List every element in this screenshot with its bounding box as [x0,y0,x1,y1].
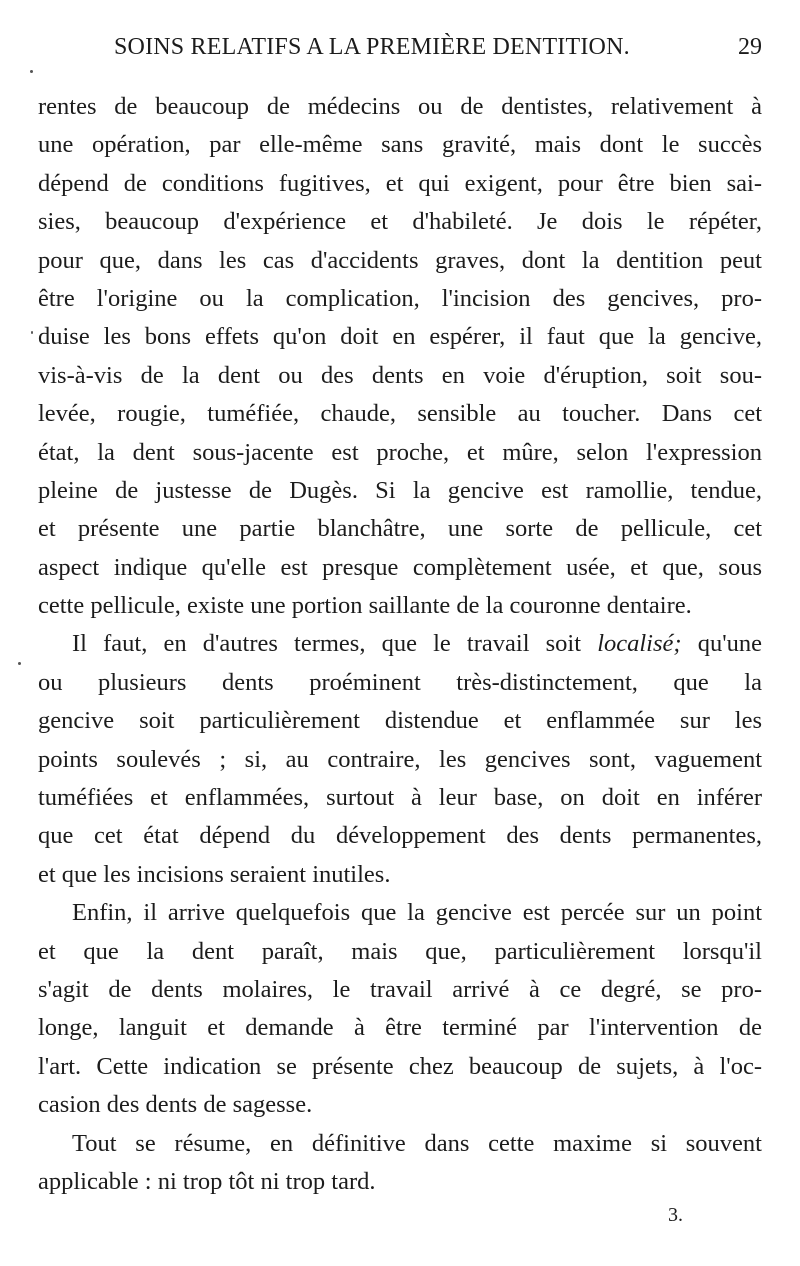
text-line: duise les bons effets qu'on doit en espérer, il faut que la gencive, [38,323,762,351]
text-line: état, la dent sous-jacente est proche, et mûre, selon l'expression [38,438,762,466]
line-segment: Il faut, en d'autres termes, que le travail soit [72,630,582,658]
text-line: tuméfiées et enflammées, surtout à leur base, on doit en inférer [38,784,762,812]
text-line: et présente une partie blanchâtre, une sorte de pellicule, cet [38,515,762,543]
text-line: et que les incisions seraient inutiles. [38,860,391,888]
text-line: aspect indique qu'elle est presque complètement usée, et que, sous [38,553,762,581]
italic-word: localisé; [597,630,682,658]
body-text [38,88,762,1201]
text-line: cette pellicule, existe une portion saillante de la couronne dentaire. [38,592,692,620]
text-line: s'agit de dents molaires, le travail arrivé à ce degré, se pro- [38,975,762,1003]
speck [18,662,21,665]
signature-mark: 3. [668,1204,683,1226]
text-line: applicable : ni trop tôt ni trop tard. [38,1167,376,1195]
text-line: une opération, par elle-même sans gravité, mais dont le succès [38,131,762,159]
text-line: Enfin, il arrive quelquefois que la gencive est percée sur un point [72,899,762,927]
text-line: sies, beaucoup d'expérience et d'habileté. Je dois le répéter, [38,208,762,236]
text-line: Tout se résume, en définitive dans cette maxime si souvent [72,1129,762,1157]
text-line: ou plusieurs dents proéminent très-distinctement, que la [38,668,762,696]
text-line: dépend de conditions fugitives, et qui exigent, pour être bien sai- [38,169,762,197]
running-head [40,34,768,68]
speck [31,331,33,334]
text-line: être l'origine ou la complication, l'incision des gencives, pro- [38,284,762,312]
text-line: longe, languit et demande à être terminé par l'intervention de [38,1014,762,1042]
text-line: levée, rougie, tuméfiée, chaude, sensible au toucher. Dans cet [38,400,762,428]
speck [30,70,33,73]
text-line: gencive soit particulièrement distendue et enflammée sur les [38,707,762,735]
text-line: l'art. Cette indication se présente chez beaucoup de sujets, à l'oc- [38,1052,762,1080]
text-line: pour que, dans les cas d'accidents graves, dont la dentition peut [38,246,762,274]
text-line: points soulevés ; si, au contraire, les gencives sont, vaguement [38,745,762,773]
text-line [38,625,762,663]
text-line: et que la dent paraît, mais que, particulièrement lorsqu'il [38,937,762,965]
text-line: casion des dents de sagesse. [38,1091,313,1119]
text-line: pleine de justesse de Dugès. Si la gencive est ramollie, tendue, [38,476,762,504]
line-segment: qu'une [697,630,762,658]
text-line: vis-à-vis de la dent ou des dents en voie d'éruption, soit sou- [38,361,762,389]
running-title: SOINS RELATIFS A LA PREMIÈRE DENTITION. [114,34,630,60]
page-number: 29 [738,34,762,60]
text-line: que cet état dépend du développement des dents permanentes, [38,822,762,850]
text-line: rentes de beaucoup de médecins ou de dentistes, relativement à [38,93,762,120]
